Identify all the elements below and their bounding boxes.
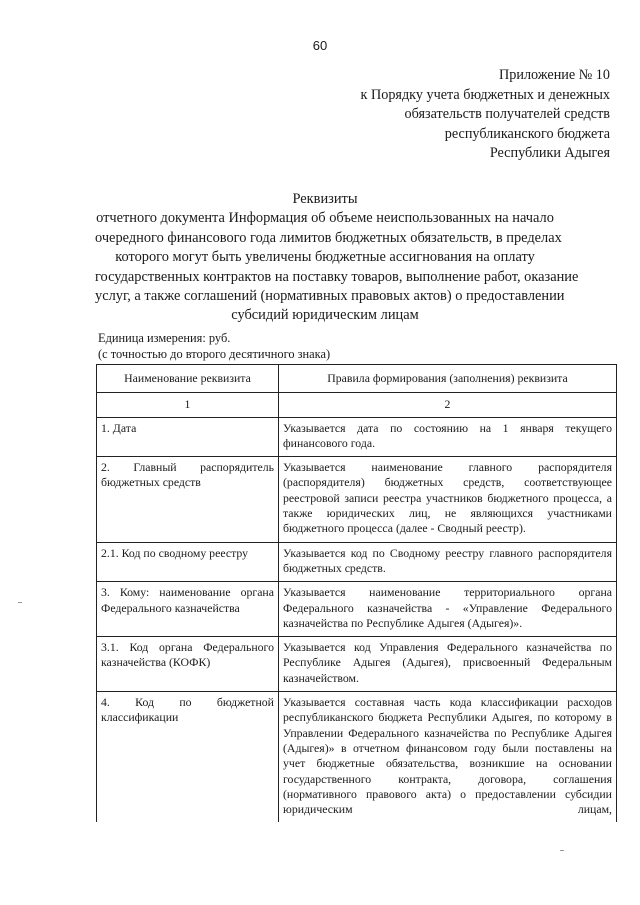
- requisite-rule: Указывается наименование территориального органа Федерального казначейства - «Управление Федерального казначейства по Республике Адыгея (Адыгея)».: [279, 582, 617, 637]
- page-number: 60: [312, 38, 328, 53]
- column-number-row: [97, 393, 617, 417]
- title-line: субсидий юридическим лицам: [231, 307, 419, 324]
- units-line: Единица измерения: руб.: [98, 331, 231, 345]
- appendix-reference: [361, 66, 610, 164]
- appendix-line: к Порядку учета бюджетных и денежных: [360, 86, 610, 103]
- precision-line: (с точностью до второго десятичного знака): [98, 346, 331, 361]
- units-note: [98, 331, 330, 362]
- table-row: [97, 582, 617, 637]
- table-row: [97, 692, 617, 823]
- document-title: [95, 190, 579, 326]
- title-line: услуг, а также соглашений (нормативных правовых актов) о предоставлении: [95, 288, 565, 305]
- title-heading: Реквизиты: [292, 191, 358, 207]
- appendix-line: республиканского бюджета: [444, 125, 610, 142]
- title-line: государственных контрактов на поставку товаров, выполнение работ, оказание: [95, 268, 579, 285]
- appendix-line: Приложение № 10: [499, 67, 610, 83]
- requisite-name: 1. Дата: [97, 417, 279, 457]
- appendix-line: Республики Адыгея: [489, 145, 610, 161]
- appendix-line: обязательств получателей средств: [404, 106, 610, 122]
- requisite-rule: Указывается код по Сводному реестру главного распорядителя бюджетных средств.: [279, 542, 617, 582]
- table-row: [97, 457, 617, 542]
- title-line: которого могут быть увеличены бюджетные ассигнования на оплату: [115, 249, 535, 266]
- scan-mark: [560, 850, 564, 851]
- table-row: [97, 417, 617, 457]
- requisite-name: 3. Кому: наименование органа Федерального казначейства: [97, 582, 279, 637]
- requisite-rule: Указывается составная часть кода классификации расходов республиканского бюджета Республики Адыгея, по которому в Управлении Федерального казначейства по Республике Адыгея (Адыгея)» в отчетном финансовом году были поставлены на учет бюджетные обязательства, возникшие на основании государственного контракта, договора, соглашения (нормативного правового акта) о предоставлении субсидии юридическим лицам,: [279, 692, 617, 823]
- requisite-rule: Указывается код Управления Федерального казначейства по Республике Адыгея (Адыгея), присвоенный Федеральным казначейством.: [279, 637, 617, 692]
- scan-mark: [18, 602, 22, 603]
- requisite-name: 2.1. Код по сводному реестру: [97, 542, 279, 582]
- header-name: Наименование реквизита: [97, 365, 279, 393]
- requisite-name: 2. Главный распорядитель бюджетных средств: [97, 457, 279, 542]
- table-header-row: [97, 365, 617, 393]
- requisite-name: 4. Код по бюджетной классификации: [97, 692, 279, 823]
- column-number: 2: [279, 393, 617, 417]
- header-rule: Правила формирования (заполнения) реквизита: [279, 365, 617, 393]
- column-number: 1: [97, 393, 279, 417]
- table-row: [97, 637, 617, 692]
- table-row: [97, 542, 617, 582]
- title-line: очередного финансового года лимитов бюджетных обязательств, в пределах: [95, 229, 562, 246]
- title-line: отчетного документа Информация об объеме неиспользованных на начало: [96, 210, 554, 227]
- requisite-name: 3.1. Код органа Федерального казначейства (КОФК): [97, 637, 279, 692]
- requisite-rule: Указывается дата по состоянию на 1 января текущего финансового года.: [279, 417, 617, 457]
- requisite-rule: Указывается наименование главного распорядителя (распорядителя) бюджетных средств, соответствующее реестровой записи реестра участников бюджетного процесса, а также юридических лиц, не являющихся участниками бюджетного процесса (далее - Сводный реестр).: [279, 457, 617, 542]
- requisites-table: [96, 364, 617, 822]
